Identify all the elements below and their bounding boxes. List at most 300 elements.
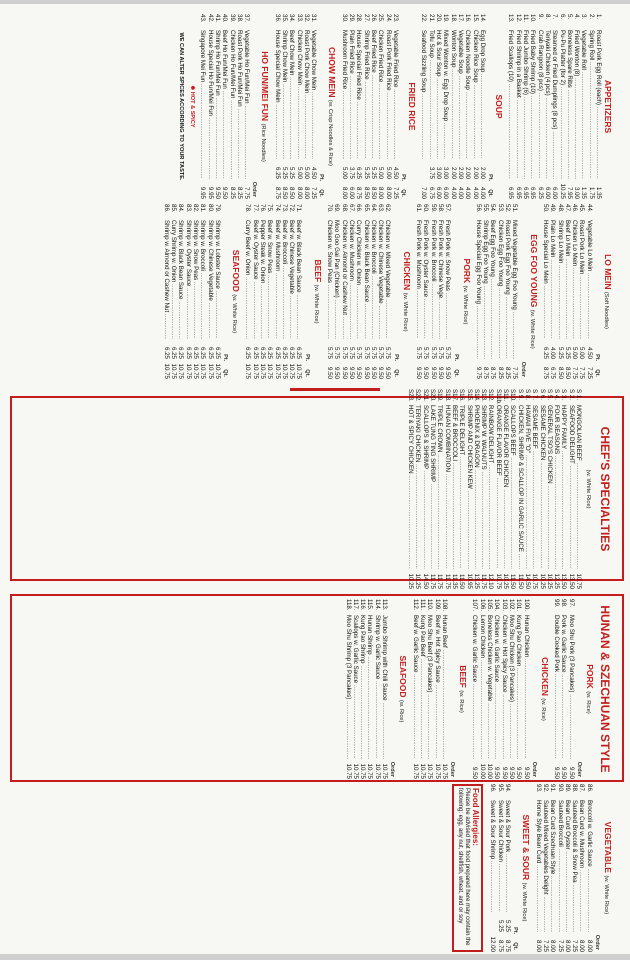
- item-number: 11.: [522, 14, 530, 23]
- menu-item: [384, 204, 391, 379]
- section-hunan-pork: [553, 599, 595, 779]
- item-name: Beef w. Broccoli .....: [281, 220, 288, 339]
- item-price: 10.00: [486, 763, 494, 779]
- section-title: [537, 599, 550, 779]
- item-price: 9.50: [355, 366, 363, 379]
- item-name: Sauteed Broccoli .....: [556, 800, 563, 932]
- item-price: 10.75: [244, 363, 252, 379]
- item-price: 5.00: [295, 166, 303, 179]
- menu-item: [426, 599, 433, 779]
- item-number: 5.: [565, 14, 573, 20]
- item-number: 75.: [266, 204, 274, 213]
- item-name: ORANGE FLAVOR BEEF .....: [494, 405, 501, 569]
- section-title-text: EGG FOO YOUNG: [528, 234, 539, 308]
- section-title: [602, 14, 613, 199]
- menu-item: [170, 204, 177, 379]
- item-number: 86.: [162, 204, 170, 213]
- item-number: S15.: [465, 389, 473, 402]
- menu-item: [340, 204, 347, 379]
- section-title: [257, 14, 270, 199]
- item-name: Steamed or Fried Dumplings (8 pcs) .....: [551, 30, 558, 179]
- section-title-text: BEEF: [312, 259, 323, 283]
- item-number: 1.: [595, 14, 602, 20]
- menu-item: [542, 784, 549, 952]
- item-name: Chicken w. Garlic Sauce .....: [471, 615, 478, 759]
- item-price: 10.00: [478, 763, 486, 779]
- menu-item: [496, 204, 503, 379]
- menu-item: [288, 14, 295, 199]
- item-number: 9.: [536, 14, 544, 20]
- section-soup: [420, 14, 504, 199]
- menu-item: [464, 14, 471, 199]
- item-number: 81.: [199, 204, 207, 213]
- item-price: 6.00: [442, 186, 450, 199]
- column-headers: [451, 204, 458, 379]
- item-price: 6.00: [435, 186, 443, 199]
- menu-item: [273, 204, 280, 379]
- item-price: 10.75: [273, 363, 281, 379]
- column-header: Pt.: [452, 354, 459, 362]
- section-title-text: HO FUN/MEI FUN: [260, 51, 271, 122]
- item-name: Moo Shu Beef (3 Pancakes) .....: [426, 615, 433, 759]
- item-name: Hunan Shrimp .....: [366, 615, 373, 759]
- column-header: Qt.: [303, 369, 310, 377]
- item-name: Fried Scallops (10) .....: [507, 30, 514, 179]
- menu-item: [573, 14, 580, 199]
- item-price: 10.75: [366, 763, 374, 779]
- item-price: 8.75: [489, 366, 497, 379]
- item-name: Chicken Lo Mein .....: [571, 220, 578, 339]
- item-price: 9.50: [415, 366, 423, 379]
- item-price: 8.50: [369, 186, 377, 199]
- item-name: Pepper Steak w. Onion .....: [259, 220, 266, 339]
- item-price: 6.25: [259, 346, 267, 359]
- menu-item: [457, 14, 464, 199]
- item-price: 11.75: [443, 573, 451, 589]
- column-headers: [486, 14, 493, 199]
- item-name: Chicken Egg Foo Young .....: [496, 220, 503, 359]
- item-name: Moo Shu Pork (3 Pancakes) .....: [567, 615, 574, 759]
- menu-item: [429, 204, 436, 379]
- item-number: 54.: [489, 204, 497, 213]
- item-name: Moo Shu Chicken (3 Pancakes) .....: [508, 615, 515, 759]
- item-price: 13.25: [472, 573, 480, 589]
- item-price: 8.75: [482, 366, 490, 379]
- item-price: 4.00: [471, 186, 479, 199]
- item-price: 13.50: [560, 573, 568, 589]
- item-name: Mixed Vegetable Egg Foo Young .....: [511, 220, 518, 359]
- item-price: 11.35: [450, 573, 458, 589]
- item-name: Plain Lo Mein .....: [549, 220, 556, 339]
- menu-item: [551, 14, 558, 199]
- item-price: 10.75: [381, 763, 389, 779]
- item-price: 6.25: [295, 346, 303, 359]
- section-sweet-sour: [489, 784, 531, 952]
- item-price: 4.00: [464, 186, 472, 199]
- item-number: 70.: [326, 204, 334, 213]
- item-price: 6.25: [170, 346, 178, 359]
- item-price: 9.50: [213, 186, 221, 199]
- section-title: [395, 599, 408, 779]
- item-name: Shrimp Ho Fun/Mei Fun .....: [214, 30, 221, 179]
- menu-item: [199, 14, 206, 199]
- item-name: BEEF & BROCCOLI .....: [451, 405, 458, 569]
- item-price: 6.25: [191, 346, 199, 359]
- item-price: 3.00: [435, 166, 443, 179]
- item-price: 4.00: [456, 186, 464, 199]
- item-price: 5.00: [377, 166, 385, 179]
- column-header: Order: [530, 761, 537, 777]
- item-price: 12.25: [553, 573, 561, 589]
- section-subtitle: (w. Crisp Noodles & Rice): [327, 99, 334, 166]
- item-price: 5.75: [384, 346, 392, 359]
- item-number: 3.: [580, 14, 588, 20]
- item-price: 3.75: [427, 166, 435, 179]
- item-price: 8.50: [362, 186, 370, 199]
- section-subtitle: (w. White Rice): [603, 875, 609, 915]
- item-price: 10.75: [426, 763, 434, 779]
- item-price: 1.35: [580, 186, 588, 199]
- menu-item: [571, 204, 578, 379]
- item-number: 51.: [511, 204, 519, 213]
- menu-item: [489, 204, 496, 379]
- column-headers: [518, 204, 525, 379]
- item-name: Moo Goo Gai Pan (Chicken) .....: [333, 220, 340, 339]
- item-price: 8.00: [302, 186, 310, 199]
- menu-item: [414, 389, 421, 589]
- menu-item: [214, 14, 221, 199]
- item-number: 59.: [429, 204, 437, 213]
- menu-item: [493, 599, 500, 779]
- item-price: 5.75: [377, 346, 385, 359]
- section-subtitle: (w. White Rice): [231, 294, 238, 334]
- item-price: 6.95: [522, 186, 530, 199]
- item-name: Vegetable Chow Mein .....: [310, 30, 317, 159]
- item-number: 30.: [340, 14, 348, 23]
- section-title-text: CHOW MEIN: [327, 47, 338, 98]
- item-number: 109.: [433, 599, 441, 612]
- item-name: CHICKEN, SHRIMP & SCALLOP IN GARLIC SAUCE .....: [516, 405, 523, 569]
- item-number: 33.: [295, 14, 303, 23]
- column-headers: [593, 204, 600, 379]
- item-number: 102.: [507, 599, 515, 612]
- item-name: Fresh Pork w. Snow Peas .....: [444, 220, 451, 339]
- menu-item: [373, 599, 380, 779]
- menu-item: [437, 204, 444, 379]
- column-header: Qt.: [400, 189, 407, 197]
- item-number: 14.: [478, 14, 486, 23]
- item-price: 8.25: [235, 186, 243, 199]
- menu-item: [524, 389, 531, 589]
- item-name: Shrimp Egg Foo Young .....: [482, 220, 489, 359]
- section-hunan-beef: [411, 599, 468, 779]
- item-price: 6.25: [251, 346, 259, 359]
- item-name: Fried Baby Shrimp (10) .....: [529, 30, 536, 179]
- item-number: 10.: [529, 14, 537, 23]
- item-price: 10.75: [351, 763, 359, 779]
- item-number: 76.: [259, 204, 267, 213]
- section-title-text: BEEF: [458, 665, 469, 688]
- item-price: 9.50: [362, 366, 370, 379]
- menu-item: [571, 784, 578, 952]
- section-title: [459, 204, 472, 379]
- item-name: Shrimp Lo Mein .....: [556, 220, 563, 339]
- menu-item: [377, 14, 384, 199]
- item-name: Chicken Noodle Soup .....: [464, 30, 471, 159]
- menu-item: [496, 784, 503, 952]
- item-price: 10.75: [531, 573, 539, 589]
- item-name: Chicken w. Garlic Sauce .....: [493, 615, 500, 759]
- item-price: 5.75: [333, 346, 341, 359]
- menu-item: [480, 389, 487, 589]
- item-name: Fried Jumbo Shrimp (6) .....: [522, 30, 529, 179]
- menu-item: [451, 389, 458, 589]
- item-price: 5.00: [340, 166, 348, 179]
- item-name: Vegetable Soup .....: [457, 30, 464, 159]
- item-price: 5.75: [340, 346, 348, 359]
- item-price: 7.25: [391, 186, 399, 199]
- item-number: 48.: [556, 204, 564, 213]
- item-price: 4.00: [549, 346, 557, 359]
- item-price: 10.25: [545, 573, 553, 589]
- menu-item: [529, 14, 536, 199]
- item-price: 5.75: [422, 346, 430, 359]
- menu-item: [441, 599, 448, 779]
- item-price: 10.75: [344, 763, 352, 779]
- item-name: Hot & Sour Soup .....: [435, 30, 442, 159]
- menu-item: [504, 784, 511, 952]
- item-name: House Special Lo Mein .....: [542, 220, 549, 339]
- item-number: S12.: [487, 389, 495, 402]
- item-name: Fresh Pork w. Broccoli .....: [429, 220, 436, 339]
- column-headers: [575, 599, 582, 779]
- item-price: 7.75: [578, 366, 586, 379]
- section-title-text: APPETIZERS: [603, 79, 613, 134]
- item-name: RAINBOW DELIGHT .....: [487, 405, 494, 569]
- item-number: 21.: [427, 14, 435, 23]
- item-price: 10.75: [266, 363, 274, 379]
- section-title-text: SEAFOOD: [231, 249, 242, 292]
- menu-item: [427, 14, 434, 199]
- item-number: 63.: [377, 204, 385, 213]
- item-price: 6.25: [541, 346, 549, 359]
- item-price: 8.75: [273, 186, 281, 199]
- item-price: 9.95: [206, 186, 214, 199]
- menu-item: [392, 14, 399, 199]
- item-price: 8.00: [295, 186, 303, 199]
- item-price: 6.25: [273, 346, 281, 359]
- item-price: 4.50: [585, 346, 593, 359]
- menu-item: [436, 389, 443, 589]
- item-price: 9.50: [507, 766, 515, 779]
- item-name: House Special Fried Rice .....: [355, 30, 362, 159]
- section-subtitle: (w. White Rice): [401, 292, 408, 332]
- section-subtitle: (w. White Rice): [521, 882, 528, 922]
- item-price: 10.95: [465, 573, 473, 589]
- item-number: 106.: [478, 599, 486, 612]
- item-price: 11.75: [480, 573, 488, 589]
- item-price: 10.75: [411, 763, 419, 779]
- section-title-text: CHICKEN: [539, 657, 550, 696]
- item-price: 5.00: [578, 346, 586, 359]
- item-number: 68.: [340, 204, 348, 213]
- menu-item: [567, 389, 574, 589]
- menu-item: [411, 599, 418, 779]
- section-title: [493, 14, 504, 199]
- menu-item: [359, 599, 366, 779]
- menu-item: [449, 14, 456, 199]
- item-number: S18.: [443, 389, 451, 402]
- item-name: PHOENIX & DRAGON .....: [473, 405, 480, 569]
- column-headers: [303, 204, 310, 379]
- item-name: HUNAN COMBINATION .....: [443, 405, 450, 569]
- item-name: Egg Drop Soup .....: [479, 30, 486, 159]
- item-price: 10.25: [558, 183, 566, 199]
- menu-item: [522, 14, 529, 199]
- item-number: S19.: [436, 389, 444, 402]
- item-number: 50.: [541, 204, 549, 213]
- item-name: Boneless Spare Ribs .....: [566, 30, 573, 179]
- column-header: Qt.: [487, 189, 494, 197]
- item-price: 7.95: [565, 186, 573, 199]
- item-name: Chicken w. Broccoli .....: [370, 220, 377, 339]
- item-name: Vegetable Ho Fun/Mei Fun .....: [243, 30, 250, 179]
- item-name: Beef w. Mushroom .....: [273, 220, 280, 339]
- item-number: 82.: [191, 204, 199, 213]
- section-subtitle: (w. Rice): [458, 690, 465, 713]
- item-price: 5.00: [571, 346, 579, 359]
- item-number: S 7.: [531, 389, 539, 401]
- item-number: S11b.: [494, 389, 502, 405]
- item-number: 84.: [177, 204, 185, 213]
- item-name: Beef w. Garlic Sauce .....: [411, 615, 418, 759]
- menu-item: [419, 599, 426, 779]
- menu-item: [348, 204, 355, 379]
- item-price: 7.25: [585, 366, 593, 379]
- menu-item: [471, 14, 478, 199]
- item-price: 6.25: [184, 346, 192, 359]
- item-name: Shrimp w. Broccoli .....: [199, 220, 206, 339]
- item-number: 111.: [418, 599, 426, 611]
- menu-item: [502, 389, 509, 589]
- item-price: 5.25: [563, 346, 571, 359]
- item-name: LAKE TUNG TING SHRIMP .....: [429, 405, 436, 569]
- menu-item: [333, 204, 340, 379]
- item-name: Curry Beef w. Onion .....: [244, 220, 251, 339]
- item-name: Teriyaki Chicken (4 pcs) .....: [544, 30, 551, 179]
- item-price: 5.25: [496, 919, 504, 932]
- item-number: S16.: [458, 389, 466, 402]
- item-number: 53.: [496, 204, 504, 213]
- menu-item: [514, 14, 521, 199]
- menu-item: [236, 14, 243, 199]
- section-fried-rice: [341, 14, 418, 199]
- menu-item: [352, 599, 359, 779]
- item-number: 93.: [534, 784, 542, 793]
- section-appetizers: [507, 14, 613, 199]
- section-beef: [244, 204, 323, 379]
- section-title: [310, 204, 323, 379]
- item-number: 83.: [184, 204, 192, 213]
- menu-item: [442, 14, 449, 199]
- item-name: Shrimp w. Black Bean Sauce .....: [177, 220, 184, 339]
- item-name: Beef Egg Foo Young .....: [489, 220, 496, 359]
- menu-item: [465, 389, 472, 589]
- item-number: 2.: [587, 14, 595, 20]
- item-price: 8.00: [585, 939, 593, 952]
- column-header: Pt.: [512, 927, 519, 935]
- chefs-sub: (w. White Rice): [585, 469, 591, 509]
- item-number: S23.: [407, 389, 415, 402]
- item-name: Beef w. Black Bean Sauce .....: [295, 220, 302, 339]
- item-name: SCALLOPS & SHRIMP .....: [421, 405, 428, 569]
- item-number: 101.: [515, 599, 523, 612]
- menu-item: [504, 204, 511, 379]
- item-number: 79.: [213, 204, 221, 213]
- item-name: Shrimp w. Chinese Vegetable .....: [206, 220, 213, 339]
- menu-item: [522, 599, 529, 779]
- column-headers: [530, 599, 537, 779]
- item-number: 15.: [471, 14, 479, 23]
- item-price: 9.50: [384, 366, 392, 379]
- item-price: 8.50: [288, 186, 296, 199]
- item-price: 7.00: [420, 186, 428, 199]
- item-name: Shrimp w. Lobster Sauce .....: [214, 220, 221, 339]
- item-name: Chicken w. Snow Peas .....: [326, 220, 333, 339]
- item-price: 9.50: [347, 366, 355, 379]
- menu-item: [377, 204, 384, 379]
- item-name: Kung Pao Shrimp .....: [359, 615, 366, 759]
- section-title: [582, 599, 595, 779]
- item-price: 10.75: [199, 363, 207, 379]
- section-title: [228, 204, 241, 379]
- item-number: S14.: [472, 389, 480, 402]
- item-name: Beef Chow Mein .....: [288, 30, 295, 159]
- menu-item: [546, 389, 553, 589]
- item-price: 8.00: [563, 939, 571, 952]
- menu-item: [407, 389, 414, 589]
- item-name: Pu-Pu Platter (for 2) .....: [558, 30, 565, 179]
- item-number: 42.: [206, 14, 214, 23]
- item-number: 110.: [426, 599, 434, 611]
- menu-item: [381, 599, 388, 779]
- item-price: 7.75: [511, 366, 519, 379]
- menu-item: [184, 204, 191, 379]
- item-name: Kung Pao Beef .....: [419, 615, 426, 759]
- item-price: 9.50: [377, 366, 385, 379]
- menu-item: [281, 204, 288, 379]
- item-price: 9.50: [422, 366, 430, 379]
- menu-item: [534, 784, 541, 952]
- item-name: Jumbo Shrimp with Chili Sauce .....: [381, 615, 388, 759]
- section-title-text: SOUP: [494, 94, 505, 119]
- item-number: 43.: [199, 14, 207, 23]
- menu-item: [199, 204, 206, 379]
- menu-item: [370, 204, 377, 379]
- item-number: 117.: [351, 599, 359, 611]
- item-name: Beef Fried Rice .....: [370, 30, 377, 159]
- item-number: 26.: [369, 14, 377, 23]
- item-name: Roast Pork Fried Rice .....: [384, 30, 391, 159]
- item-name: Broccoli w. Garlic Sauce .....: [585, 800, 592, 932]
- item-number: 69.: [333, 204, 341, 213]
- section-title-text: SWEET & SOUR: [521, 814, 532, 881]
- item-price: 10.75: [575, 573, 582, 589]
- item-number: S 5.: [545, 389, 553, 401]
- item-name: Chicken w. Mixed Vegetable .....: [384, 220, 391, 339]
- item-number: 62.: [384, 204, 392, 213]
- item-number: 113.: [381, 599, 389, 611]
